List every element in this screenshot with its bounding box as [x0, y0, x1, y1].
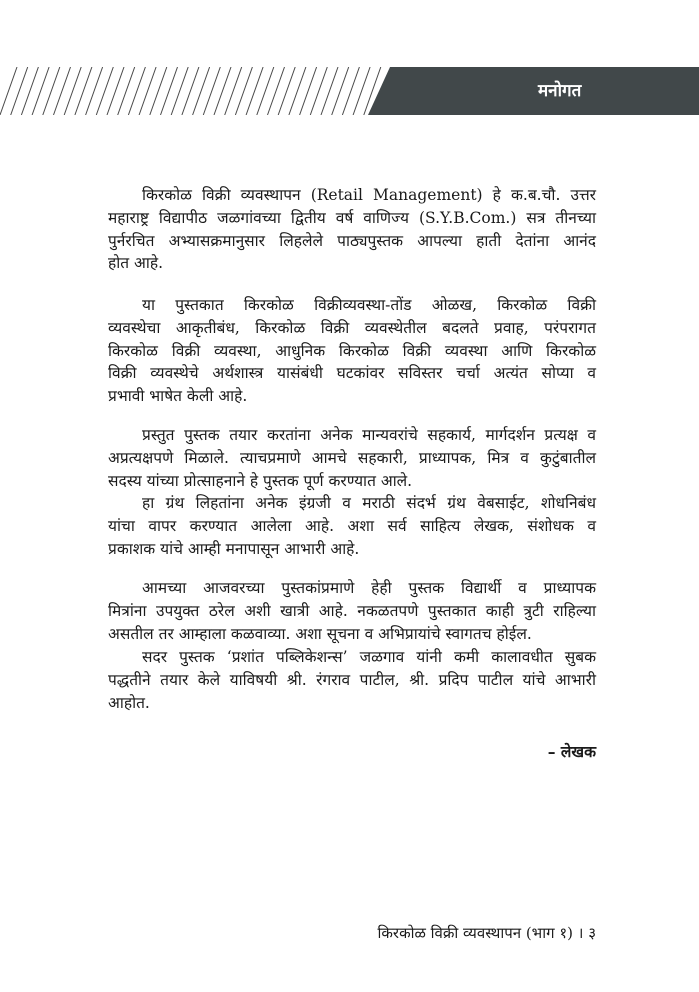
hatch-line [332, 67, 349, 115]
text-line: प्रभावी भाषेत केली आहे. [108, 387, 248, 406]
hatch-line [257, 67, 274, 115]
text-line: असतील तर आम्हाला कळवाव्या. अशा सूचना व अभिप्रायांचे स्वागतच होईल. [108, 624, 532, 643]
text-line: मित्रांना उपयुक्त ठरेल अशी खात्री आहे. नकळतपणे पुस्तकात काही त्रुटी राहिल्या [108, 601, 596, 620]
hatch-line [54, 67, 71, 115]
paragraph-3 [108, 424, 596, 492]
hatch-line [214, 67, 231, 115]
hatch-line [64, 67, 81, 115]
hatch-line [128, 67, 145, 115]
text-line: प्रकाशक यांचे आम्ही मनापासून आभारी आहे. [108, 539, 360, 558]
hatch-line [86, 67, 103, 115]
hatch-line [193, 67, 210, 115]
hatch-line [321, 67, 338, 115]
paragraph-1 [108, 184, 596, 275]
text-line: महाराष्ट्र विद्यापीठ जळगांवच्या द्वितीय वर्ष वाणिज्य (S.Y.B.Com.) सत्र तीनच्या [108, 208, 596, 227]
hatch-line [150, 67, 167, 115]
text-line: प्रस्तुत पुस्तक तयार करतांना अनेक मान्यवरांचे सहकार्य, मार्गदर्शन प्रत्यक्ष व [142, 426, 596, 444]
text-line: सदर पुस्तक ‘प्रशांत पब्लिकेशन्स’ जळगाव यांनी कमी कालावधीत सुबक [142, 648, 596, 666]
hatch-line [268, 67, 285, 115]
hatch-line [107, 67, 124, 115]
hatch-line [161, 67, 178, 115]
hatch-line [342, 67, 359, 115]
hatch-line [139, 67, 156, 115]
hatch-line [235, 67, 252, 115]
chapter-title: मनोगत [538, 81, 582, 101]
hatch-line [21, 67, 38, 115]
page-footer: किरकोळ विक्री व्यवस्थापन (भाग १) । ३ [377, 924, 596, 942]
text-line: पद्धतीने तयार केले याविषयी श्री. रंगराव पाटील, श्री. प्रदिप पाटील यांचे आभारी [108, 670, 596, 689]
text-line: आमच्या आजवरच्या पुस्तकांप्रमाणे हेही पुस्तक विद्यार्थी व प्राध्यापक [142, 579, 596, 597]
text-line: होत आहे. [108, 254, 164, 273]
text-line: अप्रत्यक्षपणे मिळाले. त्याचप्रमाणे आमचे सहकारी, प्राध्यापक, मित्र व कुटुंबातील [108, 448, 596, 467]
text-line: सदस्य यांच्या प्रोत्साहनाने हे पुस्तक पूर्ण करण्यात आले. [108, 471, 413, 490]
text-line: आहोत. [108, 693, 150, 712]
hatch-line [118, 67, 135, 115]
author-signature: – लेखक [547, 743, 596, 761]
paragraph-5 [108, 577, 596, 645]
hatch-line [203, 67, 220, 115]
text-line: यांचा वापर करण्यात आलेला आहे. अशा सर्व साहित्य लेखक, संशोधक व [108, 516, 596, 535]
hatch-line [289, 67, 306, 115]
text-line: व्यवस्थेचा आकृतीबंध, किरकोळ विक्री व्यवस्थेतील बदलते प्रवाह, परंपरागत [108, 318, 596, 337]
text-line: या पुस्तकात किरकोळ विक्रीव्यवस्था-तोंड ओळख, किरकोळ विक्री [142, 296, 596, 314]
hatch-line [96, 67, 113, 115]
hatch-line [182, 67, 199, 115]
paragraph-2 [108, 294, 596, 408]
text-line: किरकोळ विक्री व्यवस्थापन (Retail Management) हे क.ब.चौ. उत्तर [142, 186, 596, 204]
hatch-line [32, 67, 49, 115]
text-line: हा ग्रंथ लिहतांना अनेक इंग्रजी व मराठी संदर्भ ग्रंथ वेबसाईट, शोधनिबंध [142, 494, 596, 512]
hatch-line [246, 67, 263, 115]
paragraph-6 [108, 646, 596, 714]
hatch-line [353, 67, 370, 115]
paragraph-4 [108, 492, 596, 560]
hatch-line [171, 67, 188, 115]
hatch-line [300, 67, 317, 115]
text-line: किरकोळ विक्री व्यवस्था, आधुनिक किरकोळ विक्री व्यवस्था आणि किरकोळ [108, 341, 596, 360]
text-line: पुर्नरचित अभ्यासक्रमानुसार लिहलेले पाठ्यपुस्तक आपल्या हाती देतांना आनंद [108, 231, 596, 250]
hatch-line [43, 67, 60, 115]
hatch-line [11, 67, 28, 115]
hatch-line [310, 67, 327, 115]
text-line: विक्री व्यवस्थेचे अर्थशास्त्र यासंबंधी घटकांवर सविस्तर चर्चा अत्यंत सोप्या व [108, 364, 596, 383]
hatch-line [75, 67, 92, 115]
hatch-line [0, 67, 17, 115]
chapter-header-band [0, 67, 699, 115]
hatch-line [225, 67, 242, 115]
hatch-line [278, 67, 295, 115]
